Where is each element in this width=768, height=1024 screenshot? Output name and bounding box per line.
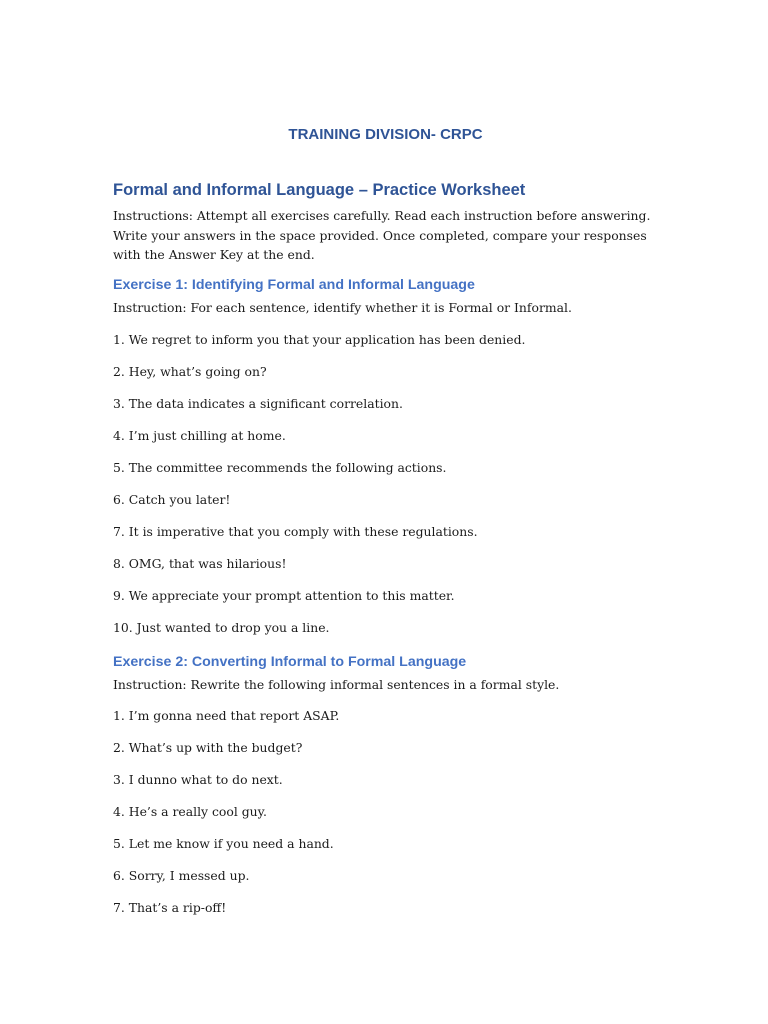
- exercise-1-instruction: Instruction: For each sentence, identify whether it is Formal or Informal.: [113, 300, 572, 315]
- exercise-2-item: 4. He’s a really cool guy.: [113, 804, 267, 819]
- exercise-2-item: 7. That’s a rip-off!: [113, 900, 227, 915]
- exercise-2-item: 1. I’m gonna need that report ASAP.: [113, 708, 340, 723]
- exercise-2-item: 6. Sorry, I messed up.: [113, 868, 250, 883]
- exercise-1-item: 8. OMG, that was hilarious!: [113, 556, 287, 571]
- exercise-1-item: 10. Just wanted to drop you a line.: [113, 620, 330, 635]
- document-title: TRAINING DIVISION- CRPC: [288, 126, 483, 143]
- exercise-2-item: 3. I dunno what to do next.: [113, 772, 283, 787]
- exercise-2-item: 5. Let me know if you need a hand.: [113, 836, 334, 851]
- exercise-1-item: 9. We appreciate your prompt attention to this matter.: [113, 588, 455, 603]
- worksheet-heading: Formal and Informal Language – Practice Worksheet: [113, 181, 526, 199]
- exercise-2-heading: Exercise 2: Converting Informal to Formal Language: [113, 654, 467, 670]
- exercise-1-item: 6. Catch you later!: [113, 492, 231, 507]
- exercise-1-item: 4. I’m just chilling at home.: [113, 428, 286, 443]
- exercise-1-item: 1. We regret to inform you that your application has been denied.: [113, 332, 526, 347]
- exercise-2-item: 2. What’s up with the budget?: [113, 740, 303, 755]
- exercise-1-item: 7. It is imperative that you comply with these regulations.: [113, 524, 478, 539]
- exercise-1-item: 2. Hey, what’s going on?: [113, 364, 267, 379]
- exercise-1-item: 3. The data indicates a significant correlation.: [113, 396, 403, 411]
- exercise-1-item: 5. The committee recommends the following actions.: [113, 460, 447, 475]
- exercise-1-heading: Exercise 1: Identifying Formal and Informal Language: [113, 277, 475, 293]
- exercise-2-instruction: Instruction: Rewrite the following informal sentences in a formal style.: [113, 677, 560, 692]
- instructions-paragraph: Instructions: Attempt all exercises carefully. Read each instruction before answering. Write your answers in the space provided. Once completed, compare your responses with the Answer Key at the end.: [113, 208, 651, 262]
